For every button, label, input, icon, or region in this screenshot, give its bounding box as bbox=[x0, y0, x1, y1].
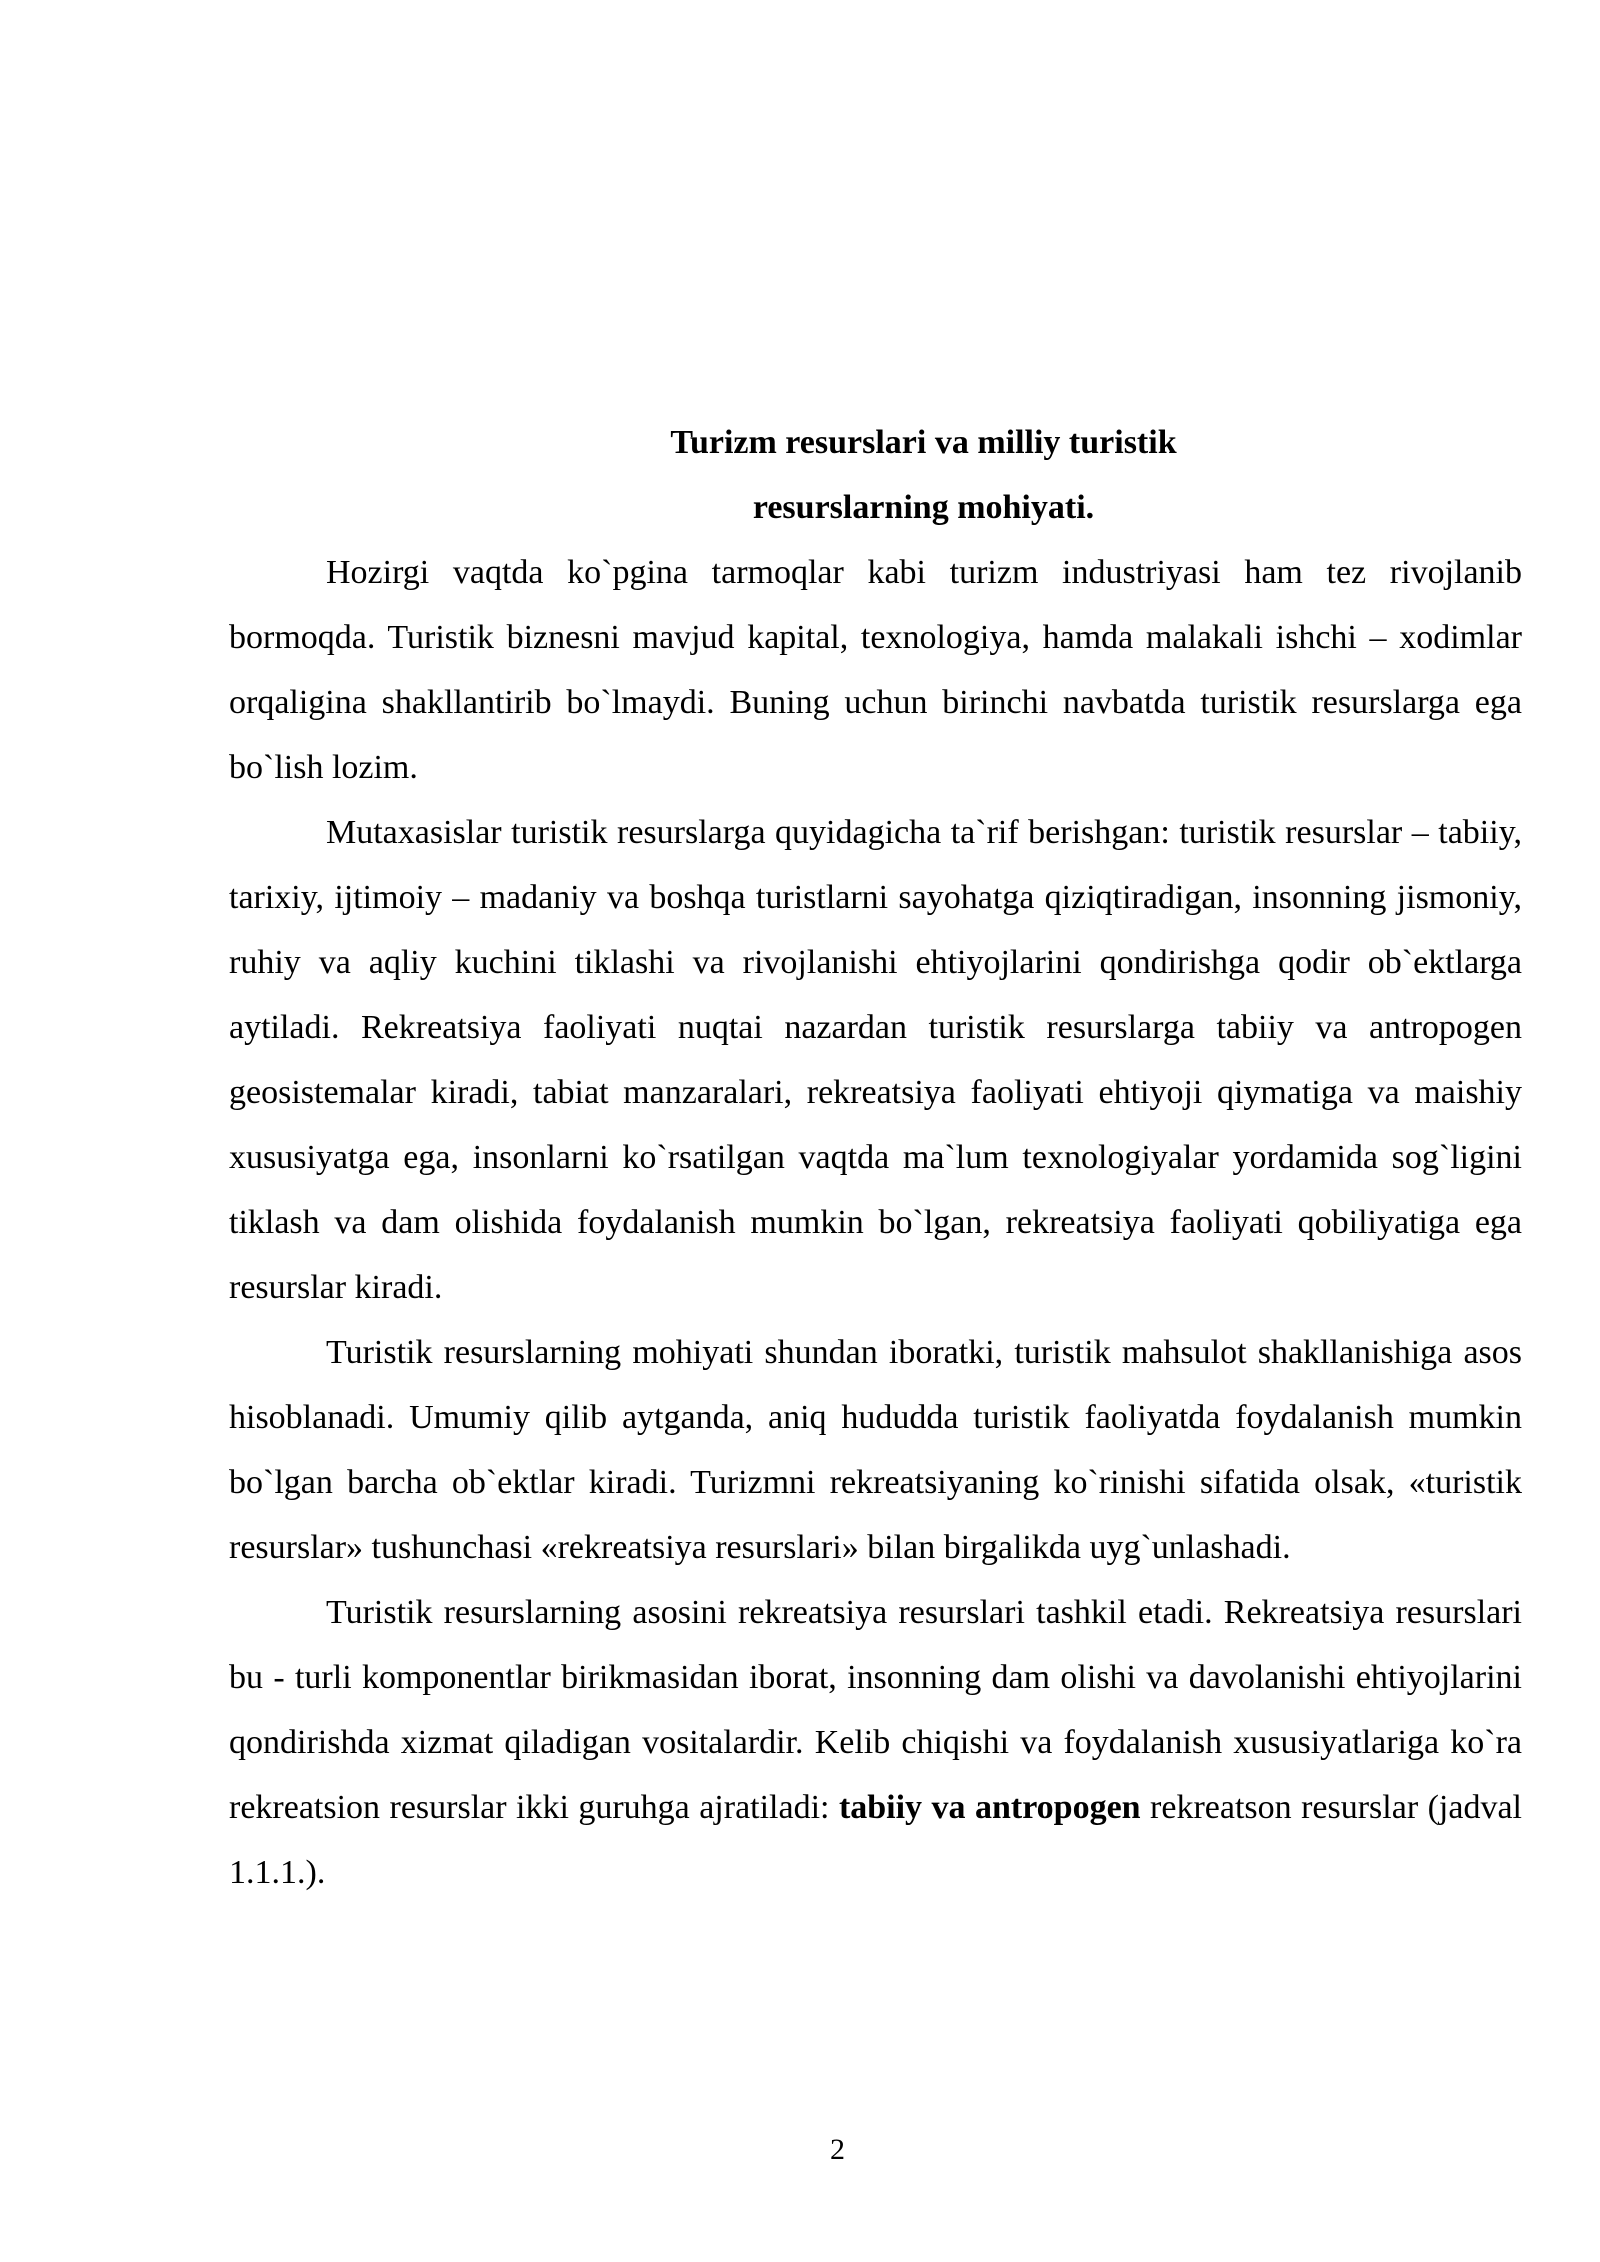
section-title-line-1: Turizm resurslari va milliy turistik bbox=[670, 424, 1177, 461]
paragraph-4-text-after: rekreatson resurslar (jadval 1.1.1.). bbox=[229, 1789, 1522, 1891]
paragraph-2: Mutaxasislar turistik resurslarga quyidagicha ta`rif berishgan: turistik resurslar – tabiiy, tarixiy, ijtimoiy – madaniy va boshqa turistlarni sayohatga qiziqtiradigan, insonning jismoniy, ruhiy va aqliy kuchini tiklashi va rivojlanishi ehtiyojlarini qondirishga qodir ob`ektlarga aytiladi. Rekreatsiya faoliyati nuqtai nazardan turistik resurslarga tabiiy va antropogen geosistemalar kiradi, tabiat manzaralari, rekreatsiya faoliyati ehtiyoji qiymatiga va maishiy xususiyatga ega, insonlarni ko`rsatilgan vaqtda ma`lum texnologiyalar yordamida sog`ligini tiklash va dam olishida foydalanish mumkin bo`lgan, rekreatsiya faoliyati qobiliyatiga ega resurslar kiradi. bbox=[229, 814, 1522, 1306]
section-title-line-2: resurslarning mohiyati. bbox=[752, 489, 1095, 526]
paragraph-4 bbox=[229, 1580, 1522, 1905]
page-number: 2 bbox=[830, 2133, 845, 2166]
paragraph-4-bold-text: tabiiy va antropogen bbox=[838, 1789, 1141, 1826]
paragraph-1: Hozirgi vaqtda ko`pgina tarmoqlar kabi turizm industriyasi ham tez rivojlanib bormoqda. Turistik biznesni mavjud kapital, texnologiya, hamda malakali ishchi – xodimlar orqaligina shakllantirib bo`lmaydi. Buning uchun birinchi navbatda turistik resurslarga ega bo`lish lozim. bbox=[229, 554, 1522, 786]
paragraph-4-text-before: Turistik resurslarning asosini rekreatsiya resurslari tashkil etadi. Rekreatsiya resurslari bu - turli komponentlar birikmasidan iborat, insonning dam olishi va davolanishi ehtiyojlarini qondirishda xizmat qiladigan vositalardir. Kelib chiqishi va foydalanish xususiyatlariga ko`ra rekreatsion resurslar ikki guruhga ajratiladi: bbox=[229, 1594, 1522, 1826]
page-content bbox=[229, 410, 1522, 1905]
paragraph-3: Turistik resurslarning mohiyati shundan iboratki, turistik mahsulot shakllanishiga asos hisoblanadi. Umumiy qilib aytganda, aniq hududda turistik faoliyatda foydalanish mumkin bo`lgan barcha ob`ektlar kiradi. Turizmni rekreatsiyaning ko`rinishi sifatida olsak, «turistik resurslar» tushunchasi «rekreatsiya resurslari» bilan birgalikda uyg`unlashadi. bbox=[229, 1334, 1522, 1566]
